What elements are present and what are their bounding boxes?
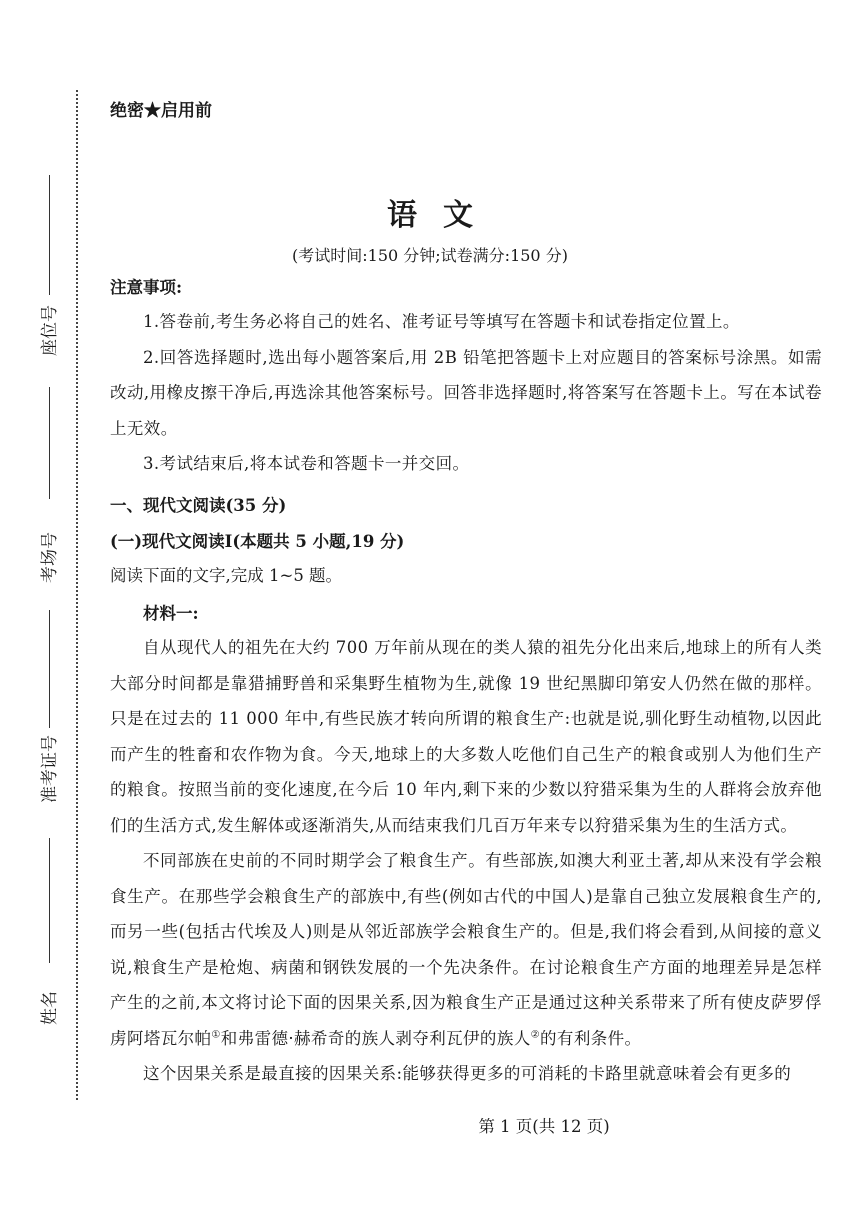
section-instruction: 阅读下面的文字,完成 1~5 题。 bbox=[110, 566, 343, 585]
page-number: 第 1 页(共 12 页) bbox=[478, 1117, 610, 1136]
section-title: 一、现代文阅读(35 分) bbox=[110, 496, 287, 515]
notice-item: 2.回答选择题时,选出每小题答案后,用 2B 铅笔把答题卡上对应题目的答案标号涂黑。如需改动,用橡皮擦干净后,再选涂其他答案标号。回答非选择题时,将答案写在答题卡上。写在本试卷上无效。 bbox=[110, 347, 822, 438]
footnote-marker: ① bbox=[211, 1029, 221, 1040]
exam-id-label: 准考证号 bbox=[40, 735, 60, 803]
notice-heading: 注意事项: bbox=[110, 278, 183, 297]
seat-number-underline-lower bbox=[49, 387, 50, 499]
confidential-mark: 绝密★启用前 bbox=[110, 101, 212, 121]
notice-item: 3.考试结束后,将本试卷和答题卡一并交回。 bbox=[143, 454, 470, 473]
passage-text: 和弗雷德·赫希奇的族人剥夺利瓦伊的族人 bbox=[220, 1028, 531, 1048]
passage-paragraph bbox=[110, 843, 822, 1056]
exam-subtitle: (考试时间:150 分钟;试卷满分:150 分) bbox=[292, 246, 568, 265]
passage bbox=[110, 630, 822, 1092]
notice-list bbox=[110, 304, 822, 482]
passage-text: 不同部族在史前的不同时期学会了粮食生产。有些部族,如澳大利亚土著,却从来没有学会粮食生产。在那些学会粮食生产的部族中,有些(例如古代的中国人)是靠自己独立发展粮食生产的,而另一些(包括古代埃及人)则是从邻近部族学会粮食生产的。但是,我们将会看到,从间接的意义说,粮食生产是枪炮、病菌和钢铁发展的一个先决条件。在讨论粮食生产方面的地理差异是怎样产生的之前,本文将讨论下面的因果关系,因为粮食生产正是通过这种关系带来了所有使皮萨罗俘虏阿塔瓦尔帕 bbox=[110, 851, 822, 1048]
material-label: 材料一: bbox=[143, 604, 199, 623]
passage-paragraph: 自从现代人的祖先在大约 700 万年前从现在的类人猿的祖先分化出来后,地球上的所有人类大部分时间都是靠猎捕野兽和采集野生植物为生,就像 19 世纪黑脚印第安人仍然在做的那样。只是在过去的 11 000 年中,有些民族才转向所谓的粮食生产:也就是说,驯化野生动植物,以因此而产生的牲畜和农作物为食。今天,地球上的大多数人吃他们自己生产的粮食或别人为他们生产的粮食。按照当前的变化速度,在今后 10 年内,剩下来的少数以狩猎采集为生的人群将会放弃他们的生活方式,发生解体或逐渐消失,从而结束我们几百万年来专以狩猎采集为生的生活方式。 bbox=[110, 638, 822, 835]
binding-dotted-line bbox=[76, 90, 78, 1100]
exam-id-underline bbox=[49, 838, 50, 963]
exam-room-label: 考场号 bbox=[40, 532, 60, 583]
footnote-marker: ② bbox=[530, 1029, 541, 1040]
seat-number-label: 座位号 bbox=[40, 305, 60, 356]
passage-text: 的有利条件。 bbox=[540, 1028, 642, 1048]
notice-item: 1.答卷前,考生务必将自己的姓名、准考证号等填写在答题卡和试卷指定位置上。 bbox=[143, 312, 740, 331]
exam-room-underline bbox=[49, 610, 50, 728]
passage-paragraph: 这个因果关系是最直接的因果关系:能够获得更多的可消耗的卡路里就意味着会有更多的 bbox=[143, 1064, 792, 1083]
name-label: 姓名 bbox=[40, 991, 60, 1025]
exam-title: 语文 bbox=[387, 198, 499, 233]
section-subtitle: (一)现代文阅读Ⅰ(本题共 5 小题,19 分) bbox=[110, 532, 405, 551]
